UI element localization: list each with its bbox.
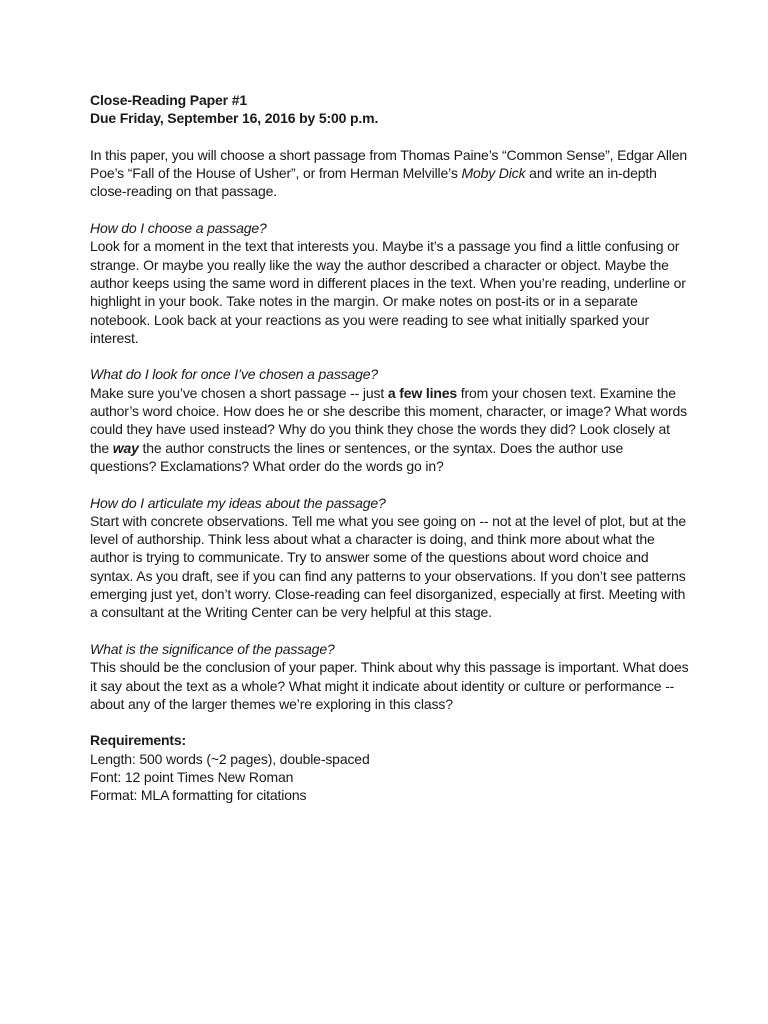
requirement-length: Length: 500 words (~2 pages), double-spaced xyxy=(90,750,370,767)
section-heading-look-for: What do I look for once I’ve chosen a passage? xyxy=(90,366,379,383)
intro-book-title: Moby Dick xyxy=(461,165,526,182)
section-body-articulate: Start with concrete observations. Tell me what you see going on -- not at the level of plot, but at the level of authorship. Think less about what a character is doing, and think more about what the author is trying to communicate. Try to answer some of the questions about word choice and syntax. As you draft, see if you can find any patterns to your observations. If you don’t see patterns emerging just yet, don’t worry. Close-reading can feel disorganized, especially at first. Meeting with a consultant at the Writing Center can be very helpful at this stage. xyxy=(90,512,686,621)
section-heading-significance: What is the significance of the passage? xyxy=(90,640,335,657)
section-choose xyxy=(90,219,690,347)
requirements-heading: Requirements: xyxy=(90,732,187,749)
look-for-text-2: from your chosen text. Examine the author’s word choice. How does he or she describe this moment, character, or image? What words could they have used instead? Why do you think they chose the words they did? Look closely at the xyxy=(90,384,688,456)
look-for-bold: a few lines xyxy=(387,384,458,401)
paper-title: Close-Reading Paper #1 xyxy=(90,92,247,108)
section-body-significance: This should be the conclusion of your paper. Think about why this passage is important. What does it say about the text as a whole? What might it indicate about identity or culture or performance -- about any of the larger themes we’re exploring in this class? xyxy=(90,659,689,712)
due-date: Due Friday, September 16, 2016 by 5:00 p.m. xyxy=(90,110,379,127)
look-for-text-3: the author constructs the lines or sentences, or the syntax. Does the author use questions? Exclamations? What order do the words go in? xyxy=(90,439,624,474)
requirements-section xyxy=(90,731,690,804)
section-look-for xyxy=(90,365,690,475)
section-body-choose: Look for a moment in the text that interests you. Maybe it’s a passage you find a little confusing or strange. Or maybe you really like the way the author described a character or object. Maybe the author keeps using the same word in different places in the text. When you’re reading, underline or highlight in your book. Take notes in the margin. Or make notes on post-its or in a separate notebook. Look back at your reactions as you were reading to see what initially sparked your interest. xyxy=(90,238,686,346)
section-heading-choose: How do I choose a passage? xyxy=(90,220,267,237)
look-for-emphasis: way xyxy=(112,439,139,456)
requirement-format: Format: MLA formatting for citations xyxy=(90,787,307,804)
section-heading-articulate: How do I articulate my ideas about the passage? xyxy=(90,494,386,511)
look-for-text-1: Make sure you’ve chosen a short passage -- just xyxy=(90,384,388,401)
section-articulate xyxy=(90,494,690,622)
document-header xyxy=(90,91,690,128)
intro-paragraph xyxy=(90,146,690,201)
document-page xyxy=(90,91,690,805)
requirement-font: Font: 12 point Times New Roman xyxy=(90,768,294,785)
intro-text-1: In this paper, you will choose a short passage from Thomas Paine’s “Common Sense”, Edgar Allen Poe’s “Fall of the House of Usher”, or from Herman Melville’s xyxy=(90,146,688,182)
section-body-look-for xyxy=(90,384,690,475)
intro-text-2: and write an in-depth close-reading on that passage. xyxy=(90,165,657,200)
section-significance xyxy=(90,640,690,713)
